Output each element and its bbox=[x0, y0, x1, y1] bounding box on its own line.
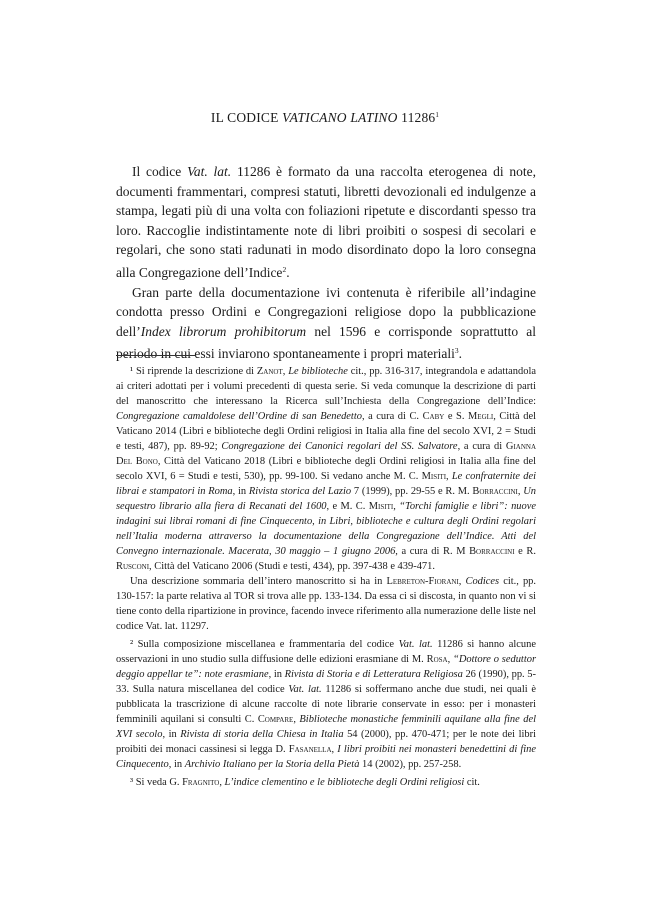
author-name: Rusconi bbox=[116, 561, 150, 572]
text-run: cit. bbox=[464, 777, 480, 788]
italic-run: “Dottore o seduttor deggio appellar te”: note erasmiane bbox=[116, 654, 537, 680]
footnote-3 bbox=[116, 775, 536, 790]
text-run: nel 1596 e corrisponde soprattutto al periodo in cui essi inviarono spontaneamente i propri materiali bbox=[116, 323, 537, 362]
text-run: Gran parte della documentazione ivi contenuta è riferibile all’indagine condotta presso Ordini e Congregazioni religiose dopo la pubblicazione dell’ bbox=[116, 284, 536, 339]
text-run: , bbox=[282, 366, 289, 377]
italic-run: Le confraternite dei librai e stampatori in Roma bbox=[116, 471, 537, 497]
italic-run: Index librorum prohibitorum bbox=[140, 323, 307, 339]
italic-run: Codices bbox=[465, 576, 500, 587]
italic-run: Archivio Italiano per la Storia della Pietà bbox=[184, 759, 360, 770]
title-suffix: 11286 bbox=[397, 110, 436, 125]
author-name: Misiti bbox=[368, 501, 394, 512]
italic-run: Rivista di Storia e di Letteratura Religiosa bbox=[284, 669, 463, 680]
italic-run: I libri proibiti nei monasteri benedettini di fine Cinquecento bbox=[116, 744, 537, 770]
text-run: cit., pp. 316-317, integrandola e adattandola ai criteri adottati per i volumi precedenti di questa serie. Si veda comunque la descrizione di parti del manoscritto che interessano la Ricerca sull’Inchiesta della Congregazione dell’Indice: bbox=[116, 366, 536, 407]
text-run: 14 (2002), pp. 257-258. bbox=[359, 759, 462, 770]
italic-run: Biblioteche monastiche femminili aquilane alla fine del XVI secolo bbox=[116, 714, 537, 740]
author-name: Lebreton-Fiorani bbox=[386, 576, 459, 587]
text-run: , a cura di C. bbox=[361, 411, 423, 422]
text-run: 54 (2000), pp. 470-471; per le note dei libri proibiti dei monaci cassinesi si legga D. bbox=[116, 729, 536, 755]
italic-run: Rivista di storia della Chiesa in Italia bbox=[180, 729, 344, 740]
text-run: , bbox=[293, 714, 300, 725]
text-run: . bbox=[286, 264, 290, 280]
text-run: , Città del Vaticano 2006 (Studi e testi, 434), pp. 397-438 e 439-471. bbox=[149, 561, 435, 572]
body-paragraph-1 bbox=[116, 162, 536, 283]
footnote-1 bbox=[116, 364, 536, 574]
text-run: Il codice bbox=[132, 164, 188, 179]
text-run: 26 (1990), pp. 5-33. Sulla natura miscellanea del codice bbox=[116, 669, 537, 695]
author-name: Zanot bbox=[256, 366, 283, 377]
text-run: , bbox=[331, 744, 338, 755]
text-run: , in bbox=[268, 669, 285, 680]
text-run: , a cura di R. M bbox=[395, 546, 470, 557]
text-run: , bbox=[393, 501, 400, 512]
author-name: Caby bbox=[422, 411, 445, 422]
author-name: Fasanella bbox=[288, 744, 332, 755]
author-name: Borraccini bbox=[469, 546, 515, 557]
text-run: Una descrizione sommaria dell’intero manoscritto si ha in bbox=[130, 576, 387, 587]
text-run: 11286 si hanno alcune osservazioni in uno studio sulla diffusione delle edizioni erasmiane di M. bbox=[116, 639, 536, 665]
footnote-2 bbox=[116, 637, 536, 772]
italic-run: Vat. lat. bbox=[288, 684, 322, 695]
author-name: Megli bbox=[468, 411, 494, 422]
author-name: Rosa bbox=[426, 654, 448, 665]
body-paragraph-2 bbox=[116, 283, 536, 364]
italic-run: Un sequestro librario alla fiera di Recanati del 1600 bbox=[116, 486, 536, 512]
italic-run: Rivista storica del Lazio bbox=[248, 486, 352, 497]
italic-run: Le biblioteche bbox=[288, 366, 348, 377]
text-run: 7 (1999), pp. 29-55 e R. M. bbox=[351, 486, 473, 497]
title-italic: VATICANO LATINO bbox=[282, 110, 398, 125]
text-run: , Città del Vaticano 2014 (Libri e biblioteche degli Ordini religiosi in Italia alla fine del secolo XVI, 2 = Studi e testi, 487), pp. 89-92; bbox=[116, 411, 536, 452]
text-run: , Città del Vaticano 2018 (Libri e biblioteche degli Ordini religiosi in Italia alla fine del secolo XVI, 6 = Studi e testi, 530), pp. 99-100. Si vedano anche M. C. bbox=[116, 456, 537, 482]
title-prefix: IL CODICE bbox=[210, 110, 283, 125]
footnote-ref: 3 bbox=[454, 346, 459, 356]
text-run: e R. bbox=[514, 546, 536, 557]
text-run: , in bbox=[162, 729, 181, 740]
italic-run: L’indice clementino e le biblioteche degli Ordini religiosi bbox=[224, 777, 465, 788]
footnote-ref: 2 bbox=[282, 264, 287, 274]
text-run: , a cura di bbox=[457, 441, 506, 452]
text-run: cit., pp. 130-157: la parte relativa al TOR si trova alle pp. 133-134. Da essa ci si discosta, in quanto non vi si tiene conto della ripartizione in province, facendo invece riferimento alla numerazione delle liste nel codice Vat. lat. 11297. bbox=[116, 576, 536, 632]
italic-run: Congregazione camaldolese dell’Ordine di san Benedetto bbox=[116, 411, 362, 422]
title-note-ref: 1 bbox=[435, 111, 440, 119]
author-name: Fragnito bbox=[182, 777, 220, 788]
text-run: 11286 si soffermano anche due studi, nei quali è pubblicata la trascrizione di alcune raccolte di note librarie conservate in esso: per i monasteri femminili aquilani si consulti C. bbox=[116, 684, 536, 725]
text-run: . bbox=[458, 346, 463, 362]
page-title bbox=[0, 110, 650, 126]
text-run: , bbox=[219, 777, 225, 788]
text-run: , bbox=[458, 576, 466, 587]
text-run: , bbox=[517, 486, 524, 497]
text-run: , bbox=[446, 471, 452, 482]
italic-run: Vat. lat. bbox=[187, 164, 232, 179]
italic-run: “Torchi famiglie e libri”: nuove indagini sui librai romani di fine Cinquecento, in Libri, biblioteche e cultura degli Ordini regolari nell’Italia moderna attraverso la documentazione della Congregazione dell’Indice. Atti del Convegno internazionale. Macerata, 30 maggio – 1 giugno 2006 bbox=[116, 501, 536, 557]
text-run: , in bbox=[168, 759, 185, 770]
text-run: , e M. C. bbox=[326, 501, 369, 512]
text-run: , bbox=[447, 654, 454, 665]
text-run: ¹ Si riprende la descrizione di bbox=[130, 366, 257, 377]
author-name: Compare bbox=[257, 714, 294, 725]
footnote-separator bbox=[116, 355, 196, 356]
text-run: , in bbox=[232, 486, 249, 497]
footnote-1-continuation bbox=[116, 574, 536, 634]
text-run: ³ Si veda G. bbox=[130, 777, 183, 788]
text-run: ² Sulla composizione miscellanea e frammentaria del codice bbox=[130, 639, 399, 650]
author-name: Borraccini bbox=[472, 486, 518, 497]
text-run: e S. bbox=[444, 411, 469, 422]
author-name: Misiti bbox=[421, 471, 447, 482]
body-text bbox=[116, 162, 536, 364]
text-run: 11286 è formato da una raccolta eterogenea di note, documenti frammentari, compresi statuti, libretti devozionali ed indulgenze a stampa, legati più di una volta con foliazioni ripetute e discordanti spesso tra loro. Raccoglie indistintamente note di libri proibiti o sospesi di secolari e regolari, che sono stati radunati in modo disordinato dopo la loro consegna alla Congregazione dell’Indice bbox=[116, 164, 536, 280]
footnotes bbox=[116, 364, 536, 790]
italic-run: Congregazione dei Canonici regolari del SS. Salvatore bbox=[221, 441, 458, 452]
author-name: Gianna Del Bono bbox=[116, 441, 536, 467]
italic-run: Vat. lat. bbox=[398, 639, 433, 650]
